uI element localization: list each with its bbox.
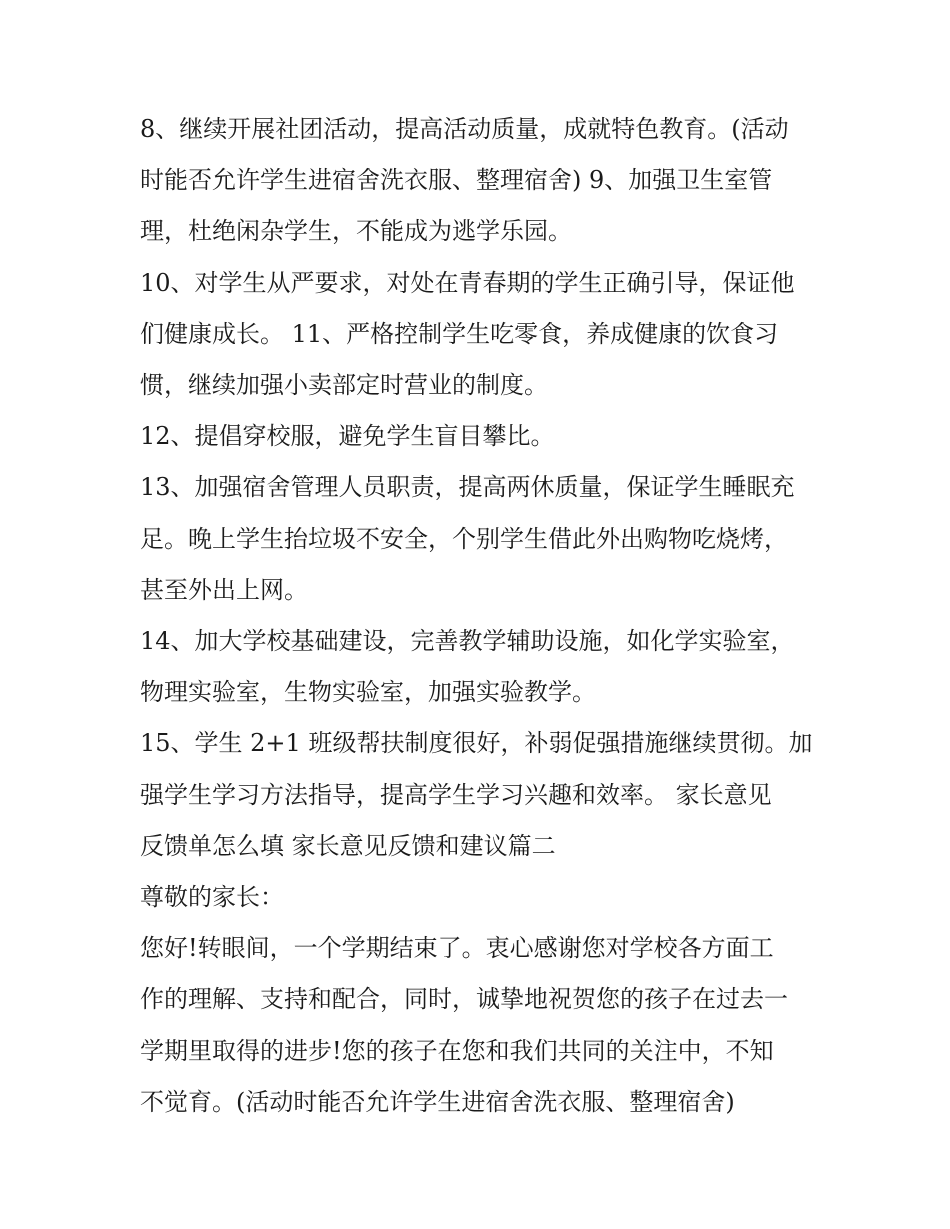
letter-salutation: 尊敬的家长： [140, 883, 284, 912]
paragraph-item-8: 8、继续开展社团活动，提高活动质量，成就特色教育。(活动 时能否允许学生进宿舍洗衣服、整理宿舍) 9、加强卫生室管 理，杜绝闲杂学生，不能成为逃学乐园。 [140, 115, 789, 246]
letter-body: 您好!转眼间，一个学期结束了。衷心感谢您对学校各方面工 作的理解、支持和配合，同时，诚挚地祝贺您的孩子在过去一 学期里取得的进步!您的孩子在您和我们共同的关注中，不知 不觉育。(活动时能否允许学生进宿舍洗衣服、整理宿舍) [140, 934, 788, 1116]
paragraph-item-14: 14、加大学校基础建设，完善教学辅助设施，如化学实验室， 物理实验室，生物实验室，加强实验教学。 [140, 627, 795, 707]
paragraph-item-10: 10、对学生从严要求，对处在青春期的学生正确引导，保证他 们健康成长。 11、严格控制学生吃零食，养成健康的饮食习 惯，继续加强小卖部定时营业的制度。 [140, 268, 795, 400]
paragraph-item-12: 12、提倡穿校服，避免学生盲目攀比。 [140, 422, 555, 451]
paragraph-item-13: 13、加强宿舍管理人员职责，提高两休质量，保证学生睡眠充 足。晚上学生抬垃圾不安全，个别学生借此外出购物吃烧烤， 甚至外出上网。 [140, 473, 795, 604]
document-body [140, 104, 820, 1128]
paragraph-item-15: 15、学生 2+1 班级帮扶制度很好，补弱促强措施继续贯彻。加 强学生学习方法指导，提高学生学习兴趣和效率。 家长意见 反馈单怎么填 家长意见反馈和建议篇二 [140, 729, 813, 860]
